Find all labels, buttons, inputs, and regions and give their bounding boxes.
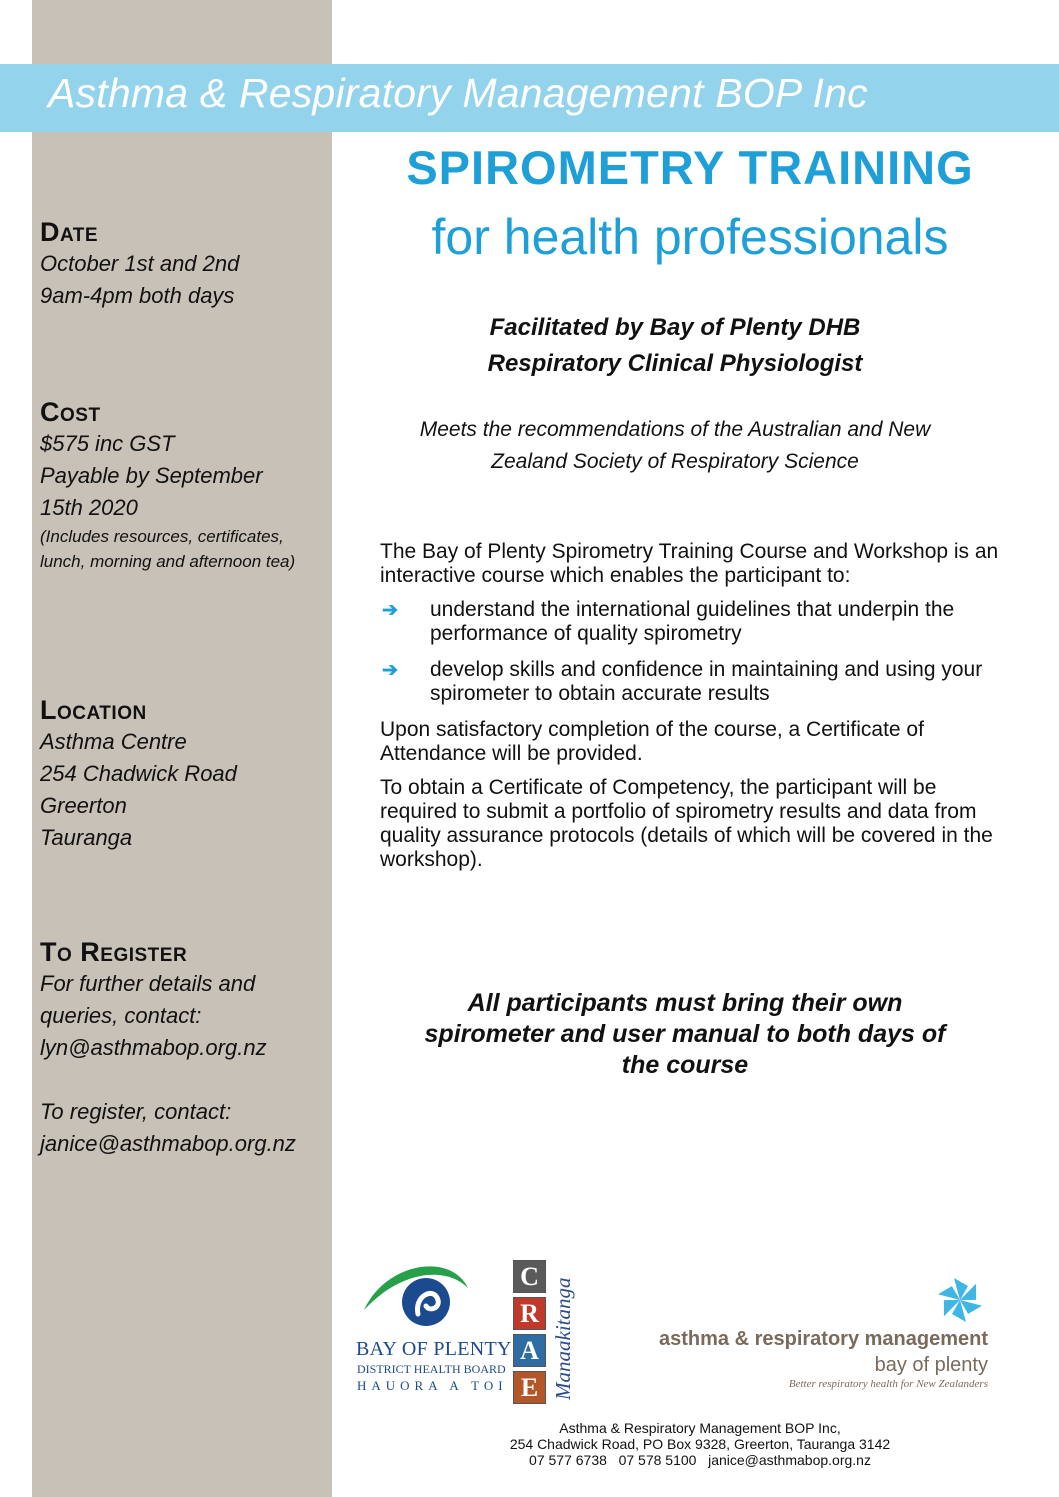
arm-region: bay of plenty <box>874 1354 988 1376</box>
cost-line: Payable by September <box>40 463 263 488</box>
register-heading: To Register <box>40 937 188 967</box>
notice-line: the course <box>621 1051 749 1079</box>
register-line: To register, contact: <box>40 1099 232 1124</box>
requirement-notice <box>360 988 1010 1081</box>
location-line: Asthma Centre <box>40 729 187 754</box>
care-logo <box>513 1260 577 1410</box>
date-heading: Date <box>40 217 99 247</box>
accreditation-block <box>360 414 990 478</box>
location-line: Tauranga <box>40 825 133 850</box>
details-email-link[interactable]: lyn@asthmabop.org.nz <box>40 1035 267 1060</box>
completion-paragraph: Upon satisfactory completion of the course, a Certificate of Attendance will be provided. <box>380 718 924 765</box>
footer-contact <box>360 1420 1040 1468</box>
bullet-text: develop skills and confidence in maintaining and using your spirometer to obtain accurate results <box>430 658 983 705</box>
arm-name: asthma & respiratory management <box>658 1328 988 1350</box>
register-email-link[interactable]: janice@asthmabop.org.nz <box>40 1131 296 1156</box>
accreditation-line: Meets the recommendations of the Australian and New <box>419 418 931 441</box>
location-line: 254 Chadwick Road <box>40 761 237 786</box>
facilitator-block <box>360 310 990 382</box>
list-item <box>380 598 1000 646</box>
cost-line: 15th 2020 <box>40 495 138 520</box>
care-letter-tile: R <box>513 1297 546 1330</box>
arm-tagline: Better respiratory health for New Zealanders <box>788 1378 988 1390</box>
location-heading: Location <box>40 695 147 725</box>
list-item <box>380 658 1000 706</box>
care-letter-tile: A <box>513 1334 546 1367</box>
dhb-name: BAY OF PLENTY <box>356 1338 512 1360</box>
footer-line: Asthma & Respiratory Management BOP Inc, <box>559 1420 841 1436</box>
arrow-right-icon: ➔ <box>382 660 398 681</box>
care-letter-tile: E <box>513 1371 546 1404</box>
time-line: 9am-4pm both days <box>40 283 235 308</box>
register-section <box>40 936 332 1160</box>
bop-dhb-logo <box>356 1252 511 1402</box>
register-line: queries, contact: <box>40 1003 202 1028</box>
location-line: Greerton <box>40 793 127 818</box>
footer-line: 254 Chadwick Road, PO Box 9328, Greerton, Tauranga 3142 <box>509 1436 891 1452</box>
flower-icon <box>932 1272 988 1328</box>
course-description <box>380 540 1000 882</box>
course-title: SPIROMETRY TRAINING <box>406 141 974 194</box>
footer-line: 07 577 6738 07 578 5100 janice@asthmabop.org.nz <box>529 1452 871 1468</box>
location-section <box>40 694 332 854</box>
register-line: For further details and <box>40 971 256 996</box>
date-line: October 1st and 2nd <box>40 251 240 276</box>
dhb-emblem-icon <box>356 1252 511 1342</box>
organisation-title: Asthma & Respiratory Management BOP Inc <box>48 70 868 116</box>
care-word: Manaakitanga <box>551 1277 575 1400</box>
competency-paragraph: To obtain a Certificate of Competency, the participant will be required to submit a portfolio of spirometry results and data from quality assurance protocols (details of which will be covered in the workshop). <box>380 776 993 871</box>
date-section <box>40 216 332 312</box>
dhb-maori-name: HAUORA A TOI <box>357 1378 508 1393</box>
notice-line: spirometer and user manual to both days of <box>424 1020 946 1048</box>
care-letter-tile: C <box>513 1260 546 1293</box>
arm-bop-logo <box>600 1272 990 1397</box>
cost-section <box>40 396 332 574</box>
notice-line: All participants must bring their own <box>467 989 903 1017</box>
facilitator-line: Respiratory Clinical Physiologist <box>487 350 863 377</box>
cost-note: (Includes resources, certificates, lunch, morning and afternoon tea) <box>40 527 296 571</box>
cost-heading: Cost <box>40 397 101 427</box>
outcomes-list <box>380 598 1000 706</box>
facilitator-line: Facilitated by Bay of Plenty DHB <box>489 314 861 341</box>
intro-paragraph: The Bay of Plenty Spirometry Training Course and Workshop is an interactive course which enables the participant to: <box>380 540 999 587</box>
course-subtitle: for health professionals <box>431 209 949 265</box>
cost-line: $575 inc GST <box>40 431 175 456</box>
dhb-board: DISTRICT HEALTH BOARD <box>357 1362 506 1376</box>
header-banner <box>0 64 1059 132</box>
accreditation-line: Zealand Society of Respiratory Science <box>491 450 859 473</box>
arrow-right-icon: ➔ <box>382 600 398 621</box>
bullet-text: understand the international guidelines that underpin the performance of quality spirometry <box>430 598 955 645</box>
